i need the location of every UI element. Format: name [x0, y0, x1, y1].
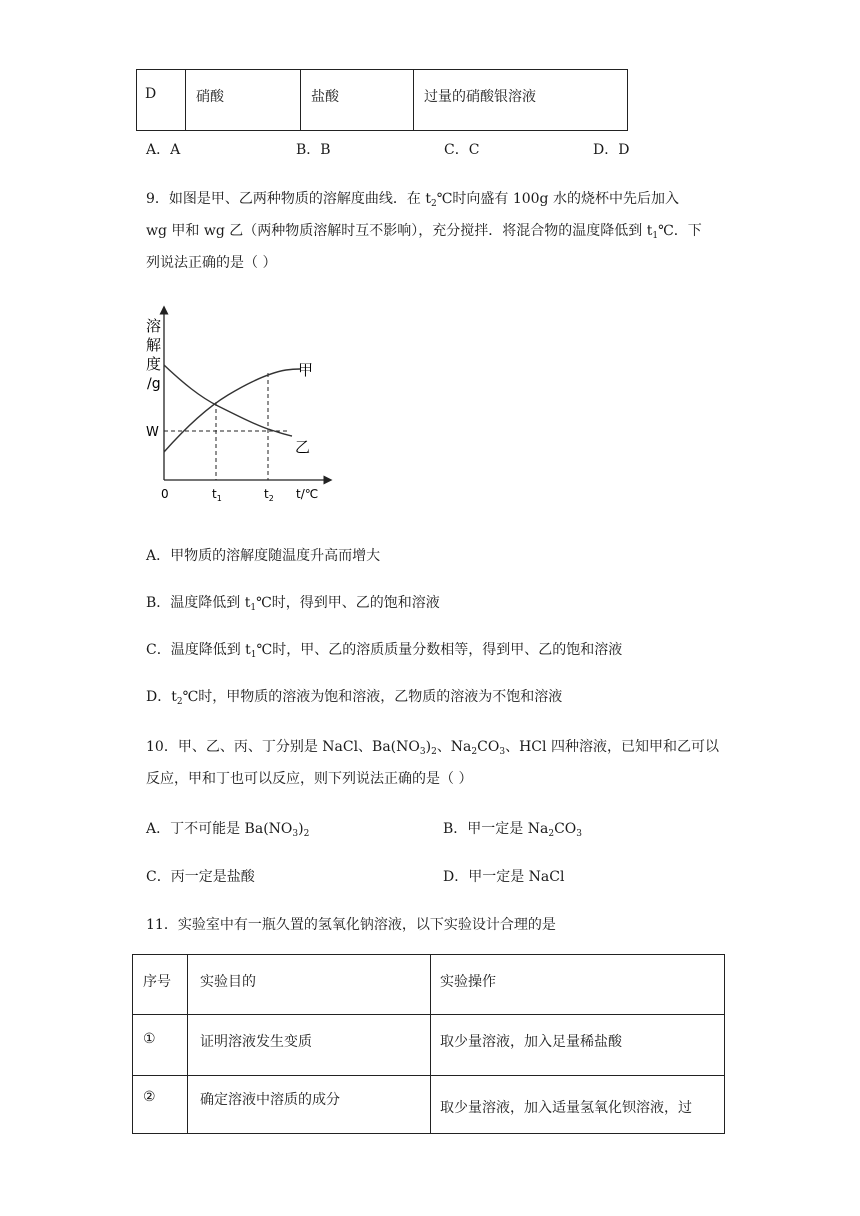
t2-label: $t_2$: [264, 487, 274, 503]
origin-label: 0: [161, 487, 169, 501]
q10-option-d: D．甲一定是 NaCl: [443, 869, 565, 885]
table-cell: 过量的硝酸银溶液: [414, 70, 628, 131]
q9-option-d: D．$t_2℃$时，甲物质的溶液为饱和溶液，乙物质的溶液为不饱和溶液: [146, 689, 563, 707]
table-header-cell: 序号: [133, 955, 188, 1015]
q9-stem-line2: wg 甲和 wg 乙（两种物质溶解时互不影响），充分搅拌．将混合物的温度降低到 $t_1℃$．下: [146, 223, 702, 241]
t1-label: $t_1$: [212, 487, 222, 503]
table-header-row: [133, 955, 725, 1015]
q9-option-a: A．甲物质的溶解度随温度升高而增大: [146, 548, 381, 564]
table-row: [137, 70, 628, 131]
q10-stem-line1: 10．甲、乙、丙、丁分别是 NaCl、$Ba(NO_3)_2$、$Na_2CO_3$、HCl 四种溶液，已知甲和乙可以: [146, 739, 719, 757]
table-cell: ①: [133, 1015, 188, 1076]
q8-option-d: D．D: [593, 142, 630, 158]
table-cell: 盐酸: [301, 70, 414, 131]
y-axis-label-2: 解: [146, 336, 162, 354]
q10-option-a: A．丁不可能是 $Ba(NO_3)_2$: [146, 821, 310, 839]
q10-option-c: C．丙一定是盐酸: [146, 869, 255, 885]
y-axis-label-3: 度: [146, 355, 162, 373]
y-axis-label-1: 溶: [146, 317, 162, 335]
q9-option-c: C．温度降低到 $t_1℃$时，甲、乙的溶质质量分数相等，得到甲、乙的饱和溶液: [146, 642, 623, 660]
table-cell: 确定溶液中溶质的成分: [188, 1076, 431, 1134]
q10-stem-line2: 反应，甲和丁也可以反应，则下列说法正确的是（ ）: [146, 771, 473, 787]
q11-stem: 11．实验室中有一瓶久置的氢氧化钠溶液，以下实验设计合理的是: [146, 917, 556, 933]
curve-jia-label: 甲: [298, 361, 314, 379]
curve-jia: [164, 369, 300, 452]
table-row: [133, 1076, 725, 1134]
q10-option-b: B．甲一定是 $Na_2CO_3$: [443, 821, 583, 839]
curve-yi-label: 乙: [295, 438, 311, 456]
table-cell: 证明溶液发生变质: [188, 1015, 431, 1076]
q9-stem-line3: 列说法正确的是（ ）: [146, 255, 277, 271]
q9-stem-line1: 9．如图是甲、乙两种物质的溶解度曲线．在 $t_2℃$时向盛有 100g 水的烧杯中先后加入: [146, 191, 679, 209]
q8-option-b: B．B: [296, 142, 331, 158]
q8-option-c: C．C: [444, 142, 480, 158]
q8-option-a: A．A: [146, 142, 181, 158]
curve-yi: [164, 365, 292, 436]
table-cell: 取少量溶液，加入适量氢氧化钡溶液，过: [431, 1076, 725, 1134]
w-label: W: [146, 425, 159, 440]
table-row: [133, 1015, 725, 1076]
table-header-cell: 实验目的: [188, 955, 431, 1015]
table-cell: 取少量溶液，加入足量稀盐酸: [431, 1015, 725, 1076]
table-cell: D: [137, 70, 186, 131]
x-axis-unit: t/℃: [296, 487, 319, 501]
y-axis-label-4: /g: [147, 376, 161, 392]
q11-table: [132, 954, 725, 1134]
q8-table: [136, 69, 628, 131]
table-header-cell: 实验操作: [431, 955, 725, 1015]
table-cell: 硝酸: [186, 70, 301, 131]
solubility-graph: [138, 305, 338, 510]
table-cell: ②: [133, 1076, 188, 1134]
q9-option-b: B．温度降低到 $t_1℃$时，得到甲、乙的饱和溶液: [146, 595, 440, 613]
